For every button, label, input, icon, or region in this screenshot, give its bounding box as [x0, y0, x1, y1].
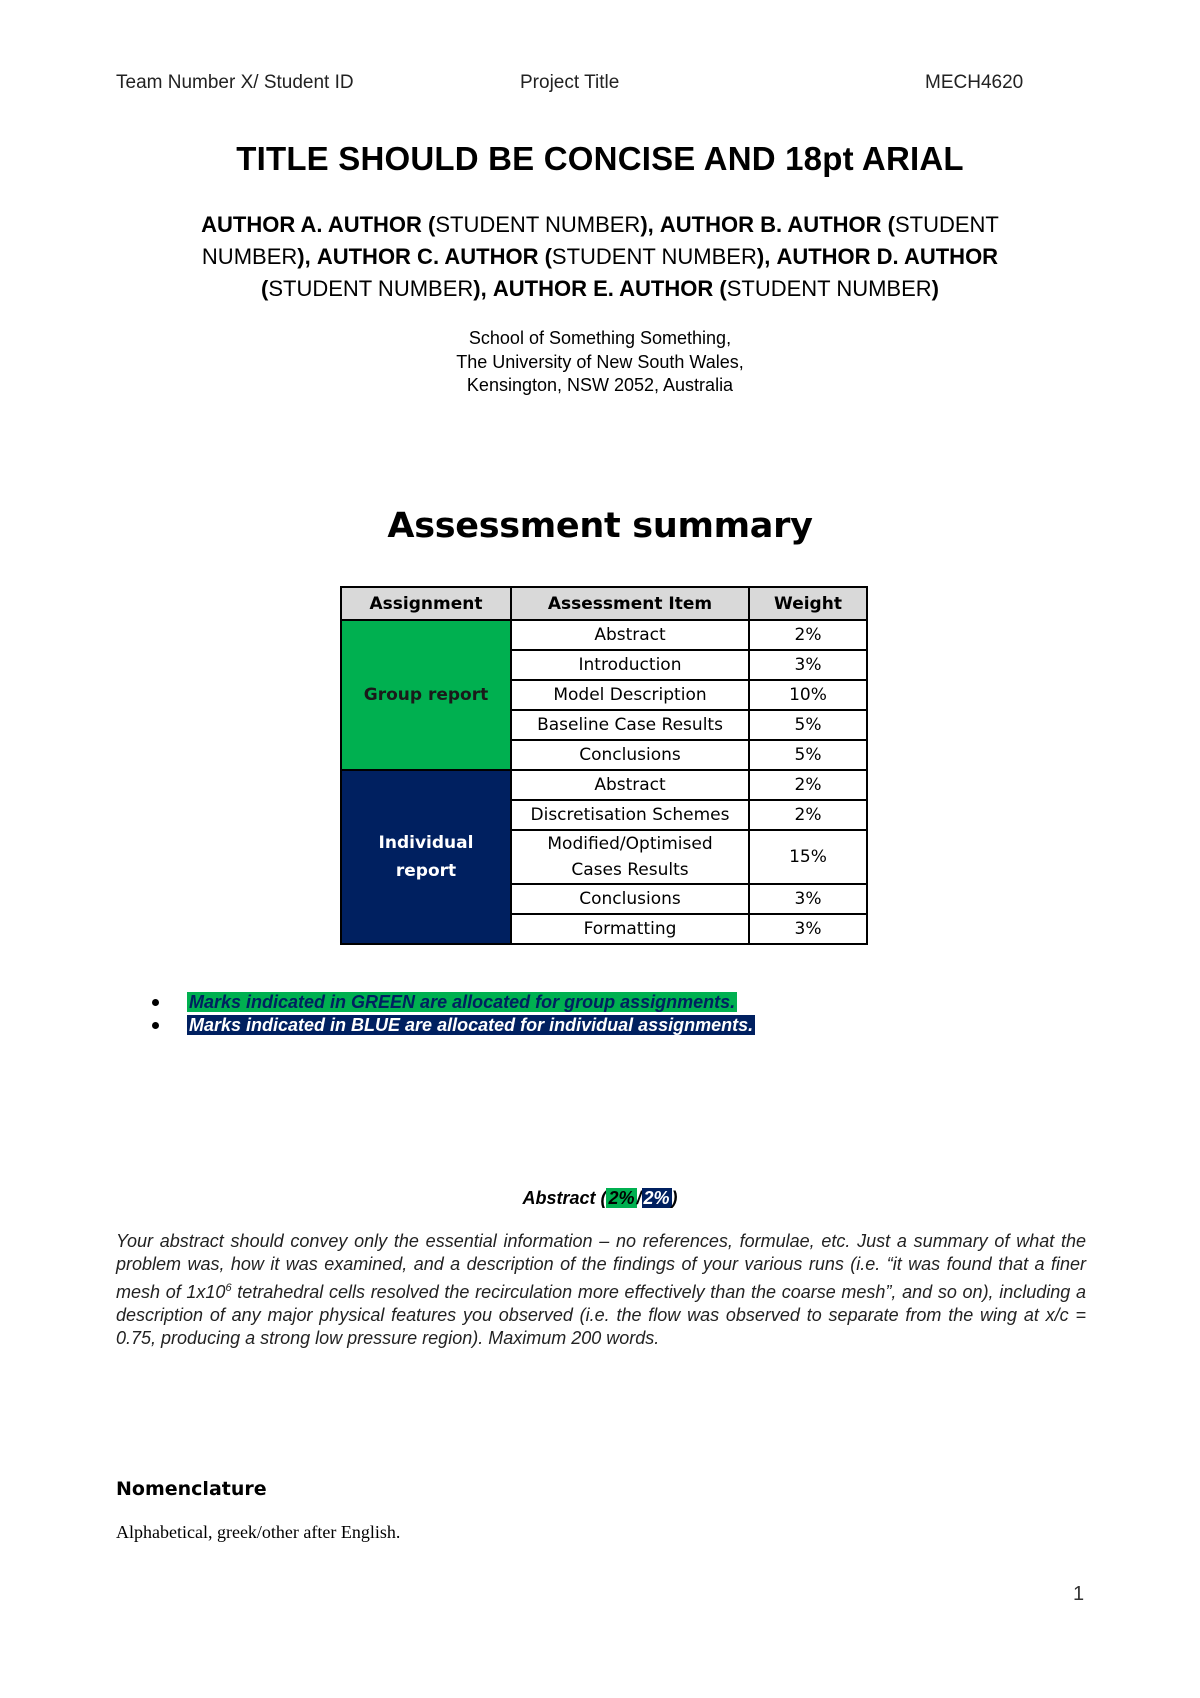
- legend-blue: Marks indicated in BLUE are allocated for individual assignments.: [189, 1015, 754, 1035]
- legend-green: Marks indicated in GREEN are allocated for group assignments.: [189, 992, 736, 1012]
- table-cell: Baseline Case Results: [511, 710, 749, 740]
- affiliation-line: School of Something Something,: [468, 328, 732, 348]
- abstract-exponent: 6: [225, 1281, 232, 1294]
- abstract-text-part: tetrahedral cells resolved the recirculation more effectively than the coarse mesh”, and so on), including a description of any major physical features you observed (i.e. the flow was observed to separate from the wing at x/c = 0.75, producing a strong low pressure region). Maximum 200 words.: [116, 1281, 1086, 1349]
- author-number: STUDENT NUMBER: [201, 212, 999, 269]
- table-cell: 15%: [749, 830, 867, 884]
- individual-label-line: Individual: [378, 833, 474, 853]
- table-cell-line: Modified/Optimised: [547, 834, 713, 854]
- table-cell: 2%: [749, 800, 867, 830]
- table-header-cell: Weight: [749, 587, 867, 620]
- table-cell: Model Description: [511, 680, 749, 710]
- author-name: AUTHOR A. AUTHOR: [201, 212, 422, 237]
- author-name: AUTHOR C. AUTHOR: [316, 244, 539, 269]
- author-number: STUDENT NUMBER: [435, 212, 641, 237]
- page-number: 1: [1073, 1583, 1085, 1605]
- table-cell: Formatting: [511, 914, 749, 944]
- abstract-heading: Abstract ( 2% / 2% ): [522, 1188, 678, 1208]
- header-project-title: Project Title: [520, 72, 620, 93]
- table-cell: 2%: [749, 770, 867, 800]
- table-header-cell: Assignment: [341, 587, 511, 620]
- table-cell: Abstract: [511, 620, 749, 650]
- table-header-cell: Assessment Item: [511, 587, 749, 620]
- abstract-text-part: Your abstract should convey only the essential information – no references, formulae, etc. Just a summary of what the problem was, how it was examined, and a description of the findings of your various runs (i.e. “it was found that a finer mesh of 1x10: [116, 1231, 1086, 1302]
- bullet-icon: [152, 1022, 159, 1029]
- table-cell: 10%: [749, 680, 867, 710]
- table-cell: [511, 830, 749, 884]
- table-cell: Conclusions: [511, 740, 749, 770]
- table-row: [341, 620, 867, 650]
- list-item: [152, 991, 755, 1014]
- individual-weight-badge: 2%: [643, 1188, 670, 1208]
- individual-label-line: report: [395, 861, 457, 881]
- group-report-cell: Group report: [341, 620, 511, 770]
- author-number: STUDENT NUMBER: [551, 244, 757, 269]
- table-cell: Introduction: [511, 650, 749, 680]
- author-name: AUTHOR B. AUTHOR: [659, 212, 882, 237]
- nomenclature-heading: Nomenclature: [116, 1478, 267, 1500]
- assessment-table: [340, 586, 868, 945]
- table-cell: 5%: [749, 710, 867, 740]
- table-row: [341, 770, 867, 800]
- list-item: [152, 1014, 755, 1037]
- header-team-id: Team Number X/ Student ID: [116, 72, 354, 93]
- table-cell: Discretisation Schemes: [511, 800, 749, 830]
- table-cell: 2%: [749, 620, 867, 650]
- abstract-text: [116, 1230, 1086, 1350]
- table-cell: Abstract: [511, 770, 749, 800]
- table-cell: 3%: [749, 914, 867, 944]
- author-list: AUTHOR A. AUTHOR (STUDENT NUMBER), AUTHOR B. AUTHOR (STUDENT NUMBER), AUTHOR C. AUTHOR (STUDENT NUMBER), AUTHOR D. AUTHOR (STUDENT NUMBER), AUTHOR E. AUTHOR (STUDENT NUMBER): [201, 212, 999, 301]
- affiliation-line: The University of New South Wales,: [456, 351, 744, 372]
- table-cell: 5%: [749, 740, 867, 770]
- author-number: STUDENT NUMBER: [268, 276, 474, 301]
- paper-title: TITLE SHOULD BE CONCISE AND 18pt ARIAL: [236, 140, 964, 177]
- affiliation-line: Kensington, NSW 2052, Australia: [466, 375, 734, 395]
- author-number: STUDENT NUMBER: [726, 276, 932, 301]
- table-cell-line: Cases Results: [571, 860, 689, 880]
- legend-list: [152, 991, 755, 1037]
- group-weight-badge: 2%: [608, 1188, 635, 1208]
- table-cell: Conclusions: [511, 884, 749, 914]
- individual-report-cell: [341, 770, 511, 944]
- affiliation: [0, 327, 1200, 398]
- table-cell: 3%: [749, 650, 867, 680]
- header-course-code: MECH4620: [925, 72, 1024, 93]
- table-cell: 3%: [749, 884, 867, 914]
- abstract-label: Abstract: [522, 1188, 596, 1208]
- bullet-icon: [152, 999, 159, 1006]
- table-header-row: [341, 587, 867, 620]
- nomenclature-text: Alphabetical, greek/other after English.: [116, 1522, 401, 1542]
- author-name: AUTHOR E. AUTHOR: [492, 276, 714, 301]
- author-name: AUTHOR D. AUTHOR: [776, 244, 999, 269]
- assessment-summary-heading: Assessment summary: [387, 506, 813, 546]
